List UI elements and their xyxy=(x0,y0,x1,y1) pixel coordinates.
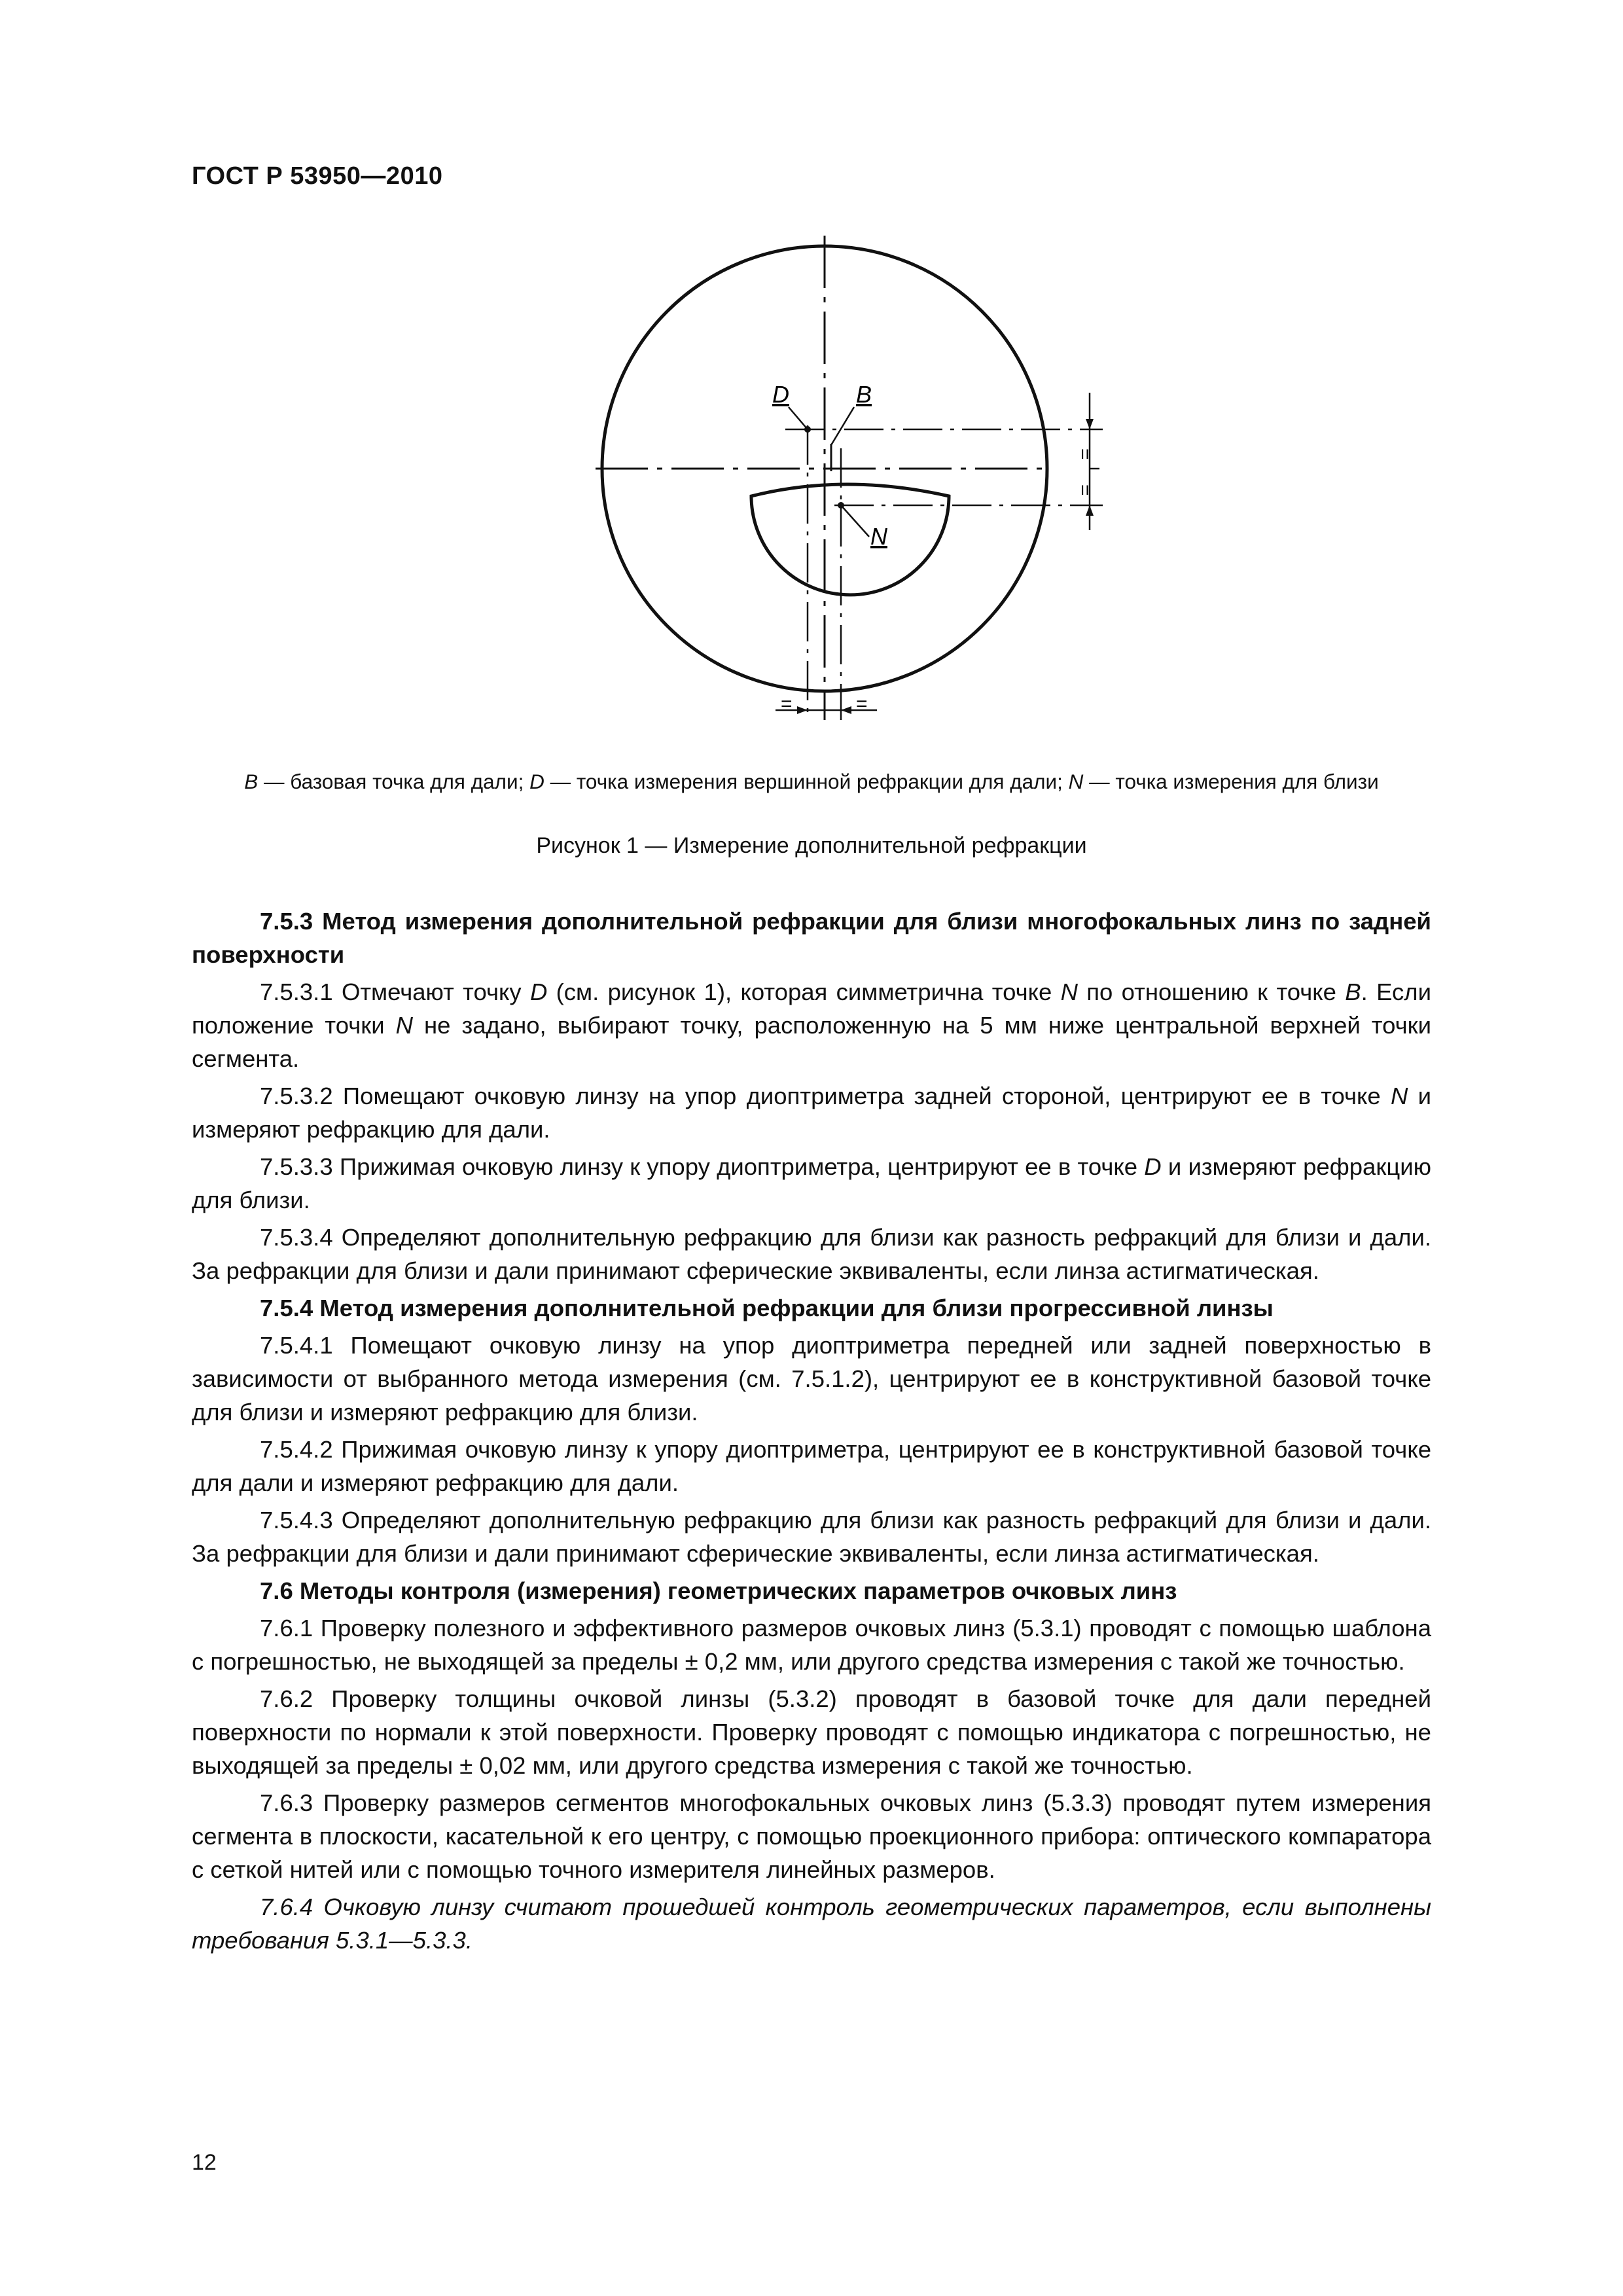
arrow-down-bottom xyxy=(1086,505,1094,516)
lens-diagram-svg xyxy=(0,223,1623,759)
heading-7-6: 7.6 Методы контроля (измерения) геометрических параметров очковых линз xyxy=(260,1577,1177,1604)
figure-caption: Рисунок 1 — Измерение дополнительной рефракции xyxy=(536,833,1087,858)
paragraph-7-5-3-1: 7.5.3.1 Отмечают точку D (см. рисунок 1), которая симметрична точке N по отношению к точке B. Если положение точки N не задано, выбирают точку, расположенную на 5 мм ниже центральной верхней точки сегмента. xyxy=(192,978,1431,1072)
eq-mark-upper: = xyxy=(1074,448,1096,460)
legend-b-text: — базовая точка для дали; xyxy=(258,770,530,793)
legend-b-symbol: B xyxy=(244,770,259,793)
label-b: B xyxy=(856,381,872,408)
n-point xyxy=(838,502,844,509)
b-leader xyxy=(831,407,854,445)
paragraph-7-5-4-2: 7.5.4.2 Прижимая очковую линзу к упору диоптриметра, центрируют ее в конструктивной базовой точке для дали и измеряют рефракцию для дали. xyxy=(192,1436,1431,1496)
eq-mark-left: = xyxy=(781,693,793,715)
arrow-right-1 xyxy=(841,706,851,714)
paragraph-7-6-3: 7.6.3 Проверку размеров сегментов многофокальных очковых линз (5.3.3) проводят путем измерения сегмента в плоскости, касательной к его центру, с помощью проекционного прибора: оптического компаратора с сеткой нитей или с помощью точного измерителя линейных размеров. xyxy=(192,1789,1431,1883)
document-header: ГОСТ Р 53950—2010 xyxy=(192,162,443,190)
paragraph-7-5-3-3: 7.5.3.3 Прижимая очковую линзу к упору диоптриметра, центрируют ее в точке D и измеряют рефракцию для близи. xyxy=(192,1153,1431,1213)
paragraph-7-5-4-3: 7.5.4.3 Определяют дополнительную рефракцию для близи как разность рефракций для близи и дали. За рефракции для близи и дали принимают сферические эквиваленты, если линза астигматическая. xyxy=(192,1507,1431,1567)
eq-mark-right: = xyxy=(856,693,868,715)
arrow-left-1 xyxy=(797,706,808,714)
legend-n-text: — точка измерения для близи xyxy=(1083,770,1379,793)
legend-n-symbol: N xyxy=(1068,770,1084,793)
label-d: D xyxy=(772,381,789,408)
page-number: 12 xyxy=(192,2150,217,2175)
eq-mark-lower: = xyxy=(1074,484,1096,496)
figure-1-diagram xyxy=(0,223,1623,759)
heading-7-5-4: 7.5.4 Метод измерения дополнительной рефракции для близи прогрессивной линзы xyxy=(260,1295,1274,1321)
arrow-up-top xyxy=(1086,419,1094,429)
body-text xyxy=(192,905,1431,1961)
legend-d-text: — точка измерения вершинной рефракции для дали; xyxy=(544,770,1069,793)
figure-legend xyxy=(192,767,1431,796)
legend-d-symbol: D xyxy=(529,770,544,793)
d-point xyxy=(804,426,811,433)
paragraph-7-6-4: 7.6.4 Очковую линзу считают прошедшей контроль геометрических параметров, если выполнены требования 5.3.1—5.3.3. xyxy=(192,1893,1431,1954)
paragraph-7-6-1: 7.6.1 Проверку полезного и эффективного размеров очковых линз (5.3.1) проводят с помощью шаблона с погрешностью, не выходящей за пределы ± 0,2 мм, или другого средства измерения с такой же точностью. xyxy=(192,1615,1431,1675)
paragraph-7-5-4-1: 7.5.4.1 Помещают очковую линзу на упор диоптриметра передней или задней поверхностью в зависимости от выбранного метода измерения (см. 7.5.1.2), центрируют ее в конструктивной базовой точке для близи и измеряют рефракцию для близи. xyxy=(192,1332,1431,1426)
n-leader xyxy=(841,505,869,537)
d-leader xyxy=(789,407,808,429)
label-n: N xyxy=(870,523,887,550)
paragraph-7-6-2: 7.6.2 Проверку толщины очковой линзы (5.3.2) проводят в базовой точке для дали передней поверхности по нормали к этой поверхности. Проверку проводят с помощью индикатора с погрешностью, не выходящей за пределы ± 0,02 мм, или другого средства измерения с такой же точностью. xyxy=(192,1685,1431,1779)
paragraph-7-5-3-2: 7.5.3.2 Помещают очковую линзу на упор диоптриметра задней стороной, центрируют ее в точке N и измеряют рефракцию для дали. xyxy=(192,1083,1431,1143)
heading-7-5-3: 7.5.3 Метод измерения дополнительной рефракции для близи многофокальных линз по задней поверхности xyxy=(192,908,1431,968)
paragraph-7-5-3-4: 7.5.3.4 Определяют дополнительную рефракцию для близи как разность рефракций для близи и дали. За рефракции для близи и дали принимают сферические эквиваленты, если линза астигматическая. xyxy=(192,1224,1431,1284)
near-segment xyxy=(751,484,949,595)
